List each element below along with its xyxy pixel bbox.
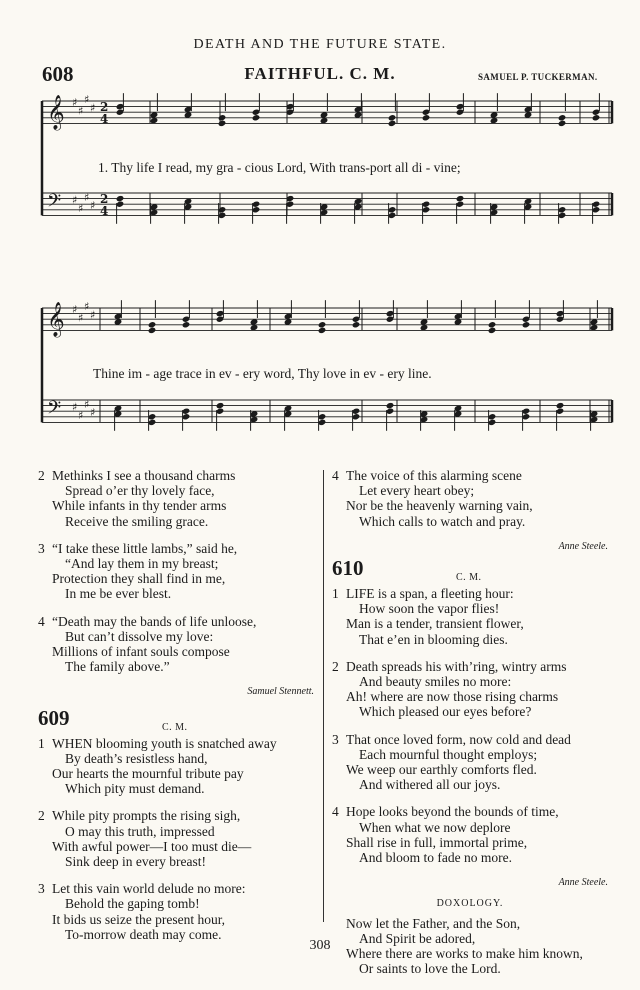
page-number: 308: [309, 938, 331, 953]
verse-line: But can’t dissolve my love:: [65, 628, 214, 644]
stanza: [38, 468, 314, 529]
verse-line: Which pity must demand.: [65, 781, 205, 797]
sharp-icon: ♯: [90, 199, 96, 213]
verse-line: Behold the gaping tomb!: [65, 896, 200, 912]
sharp-icon: ♯: [84, 397, 90, 411]
verse-text: Let this vain world delude no more:: [52, 881, 246, 897]
stanza-number: 4: [332, 468, 339, 483]
left-column: [38, 468, 314, 954]
verse-line: [38, 736, 314, 751]
stanza: [332, 732, 608, 793]
treble-clef-icon: 𝄞: [47, 95, 65, 130]
sharp-icon: ♯: [84, 93, 90, 107]
verse-line: Which calls to watch and pray.: [359, 513, 526, 529]
verse-line: “And lay them in my breast;: [65, 556, 219, 572]
verse-text: “Death may the bands of life unloose,: [52, 613, 257, 629]
verse-line: Spread o’er thy lovely face,: [65, 483, 215, 499]
right-column: [332, 468, 608, 976]
verse-line: And withered all our joys.: [359, 777, 501, 793]
verse-line: That e’en in blooming dies.: [359, 631, 508, 647]
verse-line: How soon the vapor flies!: [359, 601, 500, 617]
stanza: [38, 736, 314, 797]
verse-line: O may this truth, impressed: [65, 823, 215, 839]
verse-line: Nor be the heavenly warning vain,: [346, 498, 533, 514]
verse-line: While infants in thy tender arms: [52, 498, 227, 514]
verse-line: [38, 808, 314, 823]
hymn-number-608: 608: [42, 62, 74, 86]
verse-line: With awful power—I too must die—: [52, 838, 252, 854]
verse-line: Sink deep in every breast!: [65, 854, 206, 870]
stanza-number: 1: [38, 735, 45, 751]
sharp-icon: ♯: [78, 311, 84, 325]
time-signature-bottom: 4: [100, 112, 109, 126]
section-title: DEATH AND THE FUTURE STATE.: [193, 37, 447, 52]
stanza-number: 4: [332, 804, 339, 820]
time-signature-top: 2: [100, 100, 109, 114]
column-divider: [323, 470, 324, 922]
verse-line: Our hearts the mournful tribute pay: [52, 766, 244, 782]
verse-line: It bids us seize the present hour,: [52, 911, 226, 927]
verse-line: Millions of infant souls compose: [52, 644, 230, 660]
verse-line: The family above.”: [65, 659, 170, 675]
sharp-icon: ♯: [90, 101, 96, 115]
verse-line: When what we now deplore: [359, 819, 511, 835]
sharp-icon: ♯: [72, 96, 78, 109]
hymn-609-heading: [38, 705, 314, 736]
author-steele-609: Anne Steele.: [558, 540, 608, 552]
verse-text: Hope looks beyond the bounds of time,: [346, 804, 559, 820]
stanza: [332, 468, 608, 529]
sharp-icon: ♯: [78, 104, 84, 118]
verse-line: Shall rise in full, immortal prime,: [346, 834, 528, 850]
doxology-line: And Spirit be adored,: [359, 930, 476, 946]
stanza: [332, 804, 608, 865]
stanza: [332, 659, 608, 720]
verse-line: Receive the smiling grace.: [65, 513, 209, 529]
sharp-icon: ♯: [78, 202, 84, 215]
verse-line: [332, 468, 608, 483]
verse-line: By death’s resistless hand,: [65, 750, 208, 766]
stanza-number: 4: [38, 613, 45, 629]
sharp-icon: ♯: [72, 303, 78, 316]
stanza: [38, 614, 314, 675]
bass-clef-icon: 𝄢: [47, 398, 62, 423]
verse-line: To-morrow death may come.: [65, 926, 222, 942]
stanza: [38, 541, 314, 602]
verse-line: Each mournful thought employs;: [359, 746, 538, 762]
lyric-line-1: 1. Thy life I read, my gra - cious Lord, With trans-port all di - vine;: [98, 160, 461, 175]
hymn-number-610: 610: [332, 556, 364, 581]
sharp-icon: ♯: [90, 406, 96, 420]
verse-line: [332, 659, 608, 674]
stanza: [38, 808, 314, 869]
hymn-609-meter: C. M.: [162, 721, 188, 733]
hymn-number-609: 609: [38, 705, 70, 730]
stanza-number: 3: [38, 881, 45, 897]
verse-line: [332, 804, 608, 819]
verse-line: And beauty smiles no more:: [359, 674, 512, 690]
verse-line: In me be ever blest.: [65, 586, 172, 602]
verse-line: [38, 468, 314, 483]
doxology-line: Now let the Father, and the Son,: [346, 915, 521, 931]
verse-line: [38, 881, 314, 896]
verse-line: [332, 586, 608, 601]
sharp-icon: ♯: [90, 308, 96, 322]
verse-text: LIFE is a span, a fleeting hour:: [346, 586, 514, 602]
sharp-icon: ♯: [84, 300, 90, 314]
verse-line: Let every heart obey;: [359, 483, 475, 499]
hymn-610-heading: [332, 556, 608, 586]
stanza-number: 3: [332, 731, 339, 747]
verse-line: We weep our earthly comforts fled.: [346, 762, 537, 778]
verse-line: [332, 732, 608, 747]
bass-clef-icon: 𝄢: [47, 191, 62, 216]
verse-text: Methinks I see a thousand charms: [52, 468, 236, 483]
stanza-number: 3: [38, 540, 45, 556]
verse-text: That once loved form, now cold and dead: [346, 731, 571, 747]
stanza-number: 1: [332, 586, 339, 602]
stanza: [332, 586, 608, 647]
sharp-icon: ♯: [78, 409, 84, 422]
doxology-title: DOXOLOGY.: [436, 898, 504, 910]
stanza-number: 2: [38, 808, 45, 824]
author-stennett: Samuel Stennett.: [247, 686, 314, 698]
stanza-number: 2: [332, 658, 339, 674]
sharp-icon: ♯: [72, 400, 78, 414]
verse-line: [38, 541, 314, 556]
verse-text: “I take these little lambs,” said he,: [52, 540, 238, 556]
verse-text: While pity prompts the rising sigh,: [52, 808, 241, 824]
verse-text: WHEN blooming youth is snatched away: [52, 735, 277, 751]
author-steele-610: Anne Steele.: [558, 877, 608, 889]
verse-line: Man is a tender, transient flower,: [346, 616, 524, 632]
stanza-number: 2: [38, 468, 45, 483]
treble-clef-icon: 𝄞: [47, 302, 65, 337]
time-signature-top: 2: [100, 192, 109, 206]
doxology-line: Or saints to love the Lord.: [359, 961, 501, 977]
lyric-line-2: Thine im - age trace in ev - ery word, Thy love in ev - ery line.: [93, 366, 432, 381]
stanza: [38, 881, 314, 942]
verse-line: [38, 614, 314, 629]
time-signature-bottom: 4: [100, 204, 109, 218]
tune-title: FAITHFUL. C. M.: [244, 64, 396, 83]
hymn-610-meter: C. M.: [456, 572, 482, 584]
doxology-line: Where there are works to make him known,: [346, 946, 583, 962]
verse-text: The voice of this alarming scene: [346, 468, 522, 483]
verse-line: And bloom to fade no more.: [359, 850, 512, 866]
verse-line: Which pleased our eyes before?: [359, 704, 532, 720]
verse-text: Death spreads his with’ring, wintry arms: [346, 658, 567, 674]
verse-line: Ah! where are now those rising charms: [346, 689, 559, 705]
verse-line: Protection they shall find in me,: [52, 571, 226, 587]
composer: SAMUEL P. TUCKERMAN.: [478, 72, 598, 82]
sharp-icon: ♯: [72, 193, 78, 207]
sharp-icon: ♯: [84, 190, 90, 204]
